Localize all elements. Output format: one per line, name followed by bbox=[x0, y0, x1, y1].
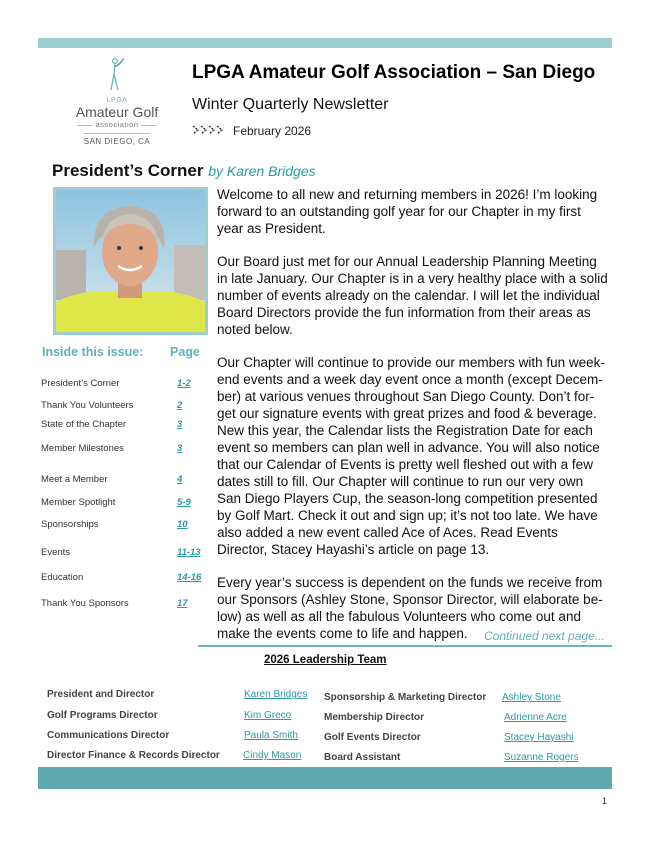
toc-item-label: Meet a Member bbox=[41, 474, 108, 485]
toc-page-link[interactable]: 10 bbox=[177, 519, 188, 530]
toc-item-label: Thank You Sponsors bbox=[41, 598, 129, 609]
organization-title: LPGA Amateur Golf Association – San Diego bbox=[192, 62, 596, 83]
leadership-role: President and Director bbox=[47, 689, 155, 700]
toc-page-heading: Page bbox=[170, 345, 200, 359]
toc-title: Inside this issue: bbox=[42, 345, 144, 359]
logo-association-text: —— association —— bbox=[76, 120, 158, 129]
leadership-name-link[interactable]: Cindy Mason bbox=[243, 750, 302, 761]
toc-item bbox=[41, 400, 191, 411]
leadership-name-link[interactable]: Karen Bridges bbox=[244, 689, 308, 700]
toc-item-label: Thank You Volunteers bbox=[41, 400, 134, 411]
leadership-role: Director Finance & Records Director bbox=[47, 750, 220, 761]
toc-item-label: Sponsorships bbox=[41, 519, 99, 530]
section-divider bbox=[198, 645, 612, 647]
toc-page-link[interactable]: 17 bbox=[177, 598, 188, 609]
president-photo bbox=[53, 187, 208, 335]
leadership-name-link[interactable]: Suzanne Rogers bbox=[504, 752, 579, 763]
toc-item bbox=[41, 547, 201, 558]
leadership-name-link[interactable]: Stacey Hayashi bbox=[504, 732, 574, 743]
toc-page-link[interactable]: 3 bbox=[177, 419, 183, 430]
leadership-role: Communications Director bbox=[47, 730, 170, 741]
top-accent-bar bbox=[38, 38, 612, 48]
toc-item bbox=[41, 598, 191, 609]
toc-item bbox=[41, 474, 191, 485]
toc-item bbox=[41, 378, 191, 389]
article-body bbox=[217, 186, 609, 658]
leadership-role: Sponsorship & Marketing Director bbox=[324, 692, 487, 703]
article-paragraph: Welcome to all new and returning members in 2026! I’m looking forward to an outstanding golf year for our Chapter in my first year as President. bbox=[217, 187, 598, 236]
toc-page-link[interactable]: 1-2 bbox=[177, 378, 191, 389]
logo-amateur-golf-text: Amateur Golf bbox=[75, 104, 159, 120]
toc-page-link[interactable]: 5-9 bbox=[177, 497, 191, 508]
continued-note: Continued next page... bbox=[484, 629, 605, 643]
article-paragraph: Every year’s success is dependent on the funds we receive from our Sponsors (Ashley Stone, Sponsor Director, will elaborate be-low) as well as all the fabulous Volunteers who come out and make the events come to life and happen. bbox=[217, 575, 603, 641]
newsletter-date: February 2026 bbox=[233, 124, 312, 138]
toc-item-label: Education bbox=[41, 572, 84, 583]
leadership-name-link[interactable]: Kim Greco bbox=[244, 710, 292, 721]
toc-item bbox=[41, 572, 202, 583]
byline: by Karen Bridges bbox=[208, 163, 316, 179]
leadership-role: Golf Events Director bbox=[324, 732, 421, 743]
leadership-title: 2026 Leadership Team bbox=[264, 654, 387, 666]
logo-location-text: SAN DIEGO, CA bbox=[84, 133, 151, 146]
toc-item bbox=[41, 443, 191, 454]
page-number: 1 bbox=[602, 796, 608, 806]
leadership-role: Membership Director bbox=[324, 712, 425, 723]
leadership-name-link[interactable]: Adrienne Acre bbox=[504, 712, 567, 723]
toc-item-label: Member Spotlight bbox=[41, 497, 116, 508]
toc-heading bbox=[42, 345, 202, 359]
toc-item-label: Events bbox=[41, 547, 71, 558]
toc-page-link[interactable]: 11-13 bbox=[177, 547, 201, 558]
toc-item bbox=[41, 519, 191, 530]
article-paragraph: Our Board just met for our Annual Leadership Planning Meeting in late January. Our Chapter is in a very healthy place with a solid number of events already on the calendar. I will let the individual Board Directors provide the fun information from their areas as noted below. bbox=[217, 254, 608, 337]
arrows-icon bbox=[192, 124, 226, 136]
toc-page-link[interactable]: 14-16 bbox=[177, 572, 202, 583]
association-logo bbox=[58, 56, 176, 151]
toc-item-label: Member Milestones bbox=[41, 443, 124, 454]
article-paragraph: Our Chapter will continue to provide our members with fun week-end events and a week day event once a month (except Decem-ber) at various venues throughout San Diego County. Don’t for-get our signature events with great prizes and food & beverage. New this year, the Calendar lists the Registration Date for each event so members can plan well in advance. You will also notice that our Calendar of Events is pretty well fleshed out with a few dates still to fill. Our Chapter will continue to run our very own San Diego Players Cup, the season-long competition presented by Golf Mart. Check it out and sign up; it’s not too late. We have also added a new event called Ace of Aces. Read Events Director, Stacey Hayashi’s article on page 13. bbox=[217, 355, 605, 557]
leadership-role: Golf Programs Director bbox=[47, 710, 158, 721]
toc-page-link[interactable]: 3 bbox=[177, 443, 183, 454]
toc-item-label: State of the Chapter bbox=[41, 419, 127, 430]
leadership-name-link[interactable]: Paula Smith bbox=[244, 730, 298, 741]
toc-item-label: President’s Corner bbox=[41, 378, 120, 389]
section-title: President’s Corner bbox=[52, 161, 204, 180]
toc-item bbox=[41, 497, 191, 508]
logo-lpga-text: LPGA bbox=[106, 97, 128, 104]
leadership-name-link[interactable]: Ashley Stone bbox=[502, 692, 561, 703]
newsletter-title: Winter Quarterly Newsletter bbox=[192, 96, 389, 113]
toc-page-link[interactable]: 4 bbox=[177, 474, 183, 485]
presidents-corner-heading bbox=[52, 161, 316, 181]
toc-item bbox=[41, 419, 191, 430]
bottom-accent-bar bbox=[38, 767, 612, 789]
leadership-role: Board Assistant bbox=[324, 752, 401, 763]
toc-page-link[interactable]: 2 bbox=[177, 400, 183, 411]
golfer-icon bbox=[105, 56, 129, 92]
